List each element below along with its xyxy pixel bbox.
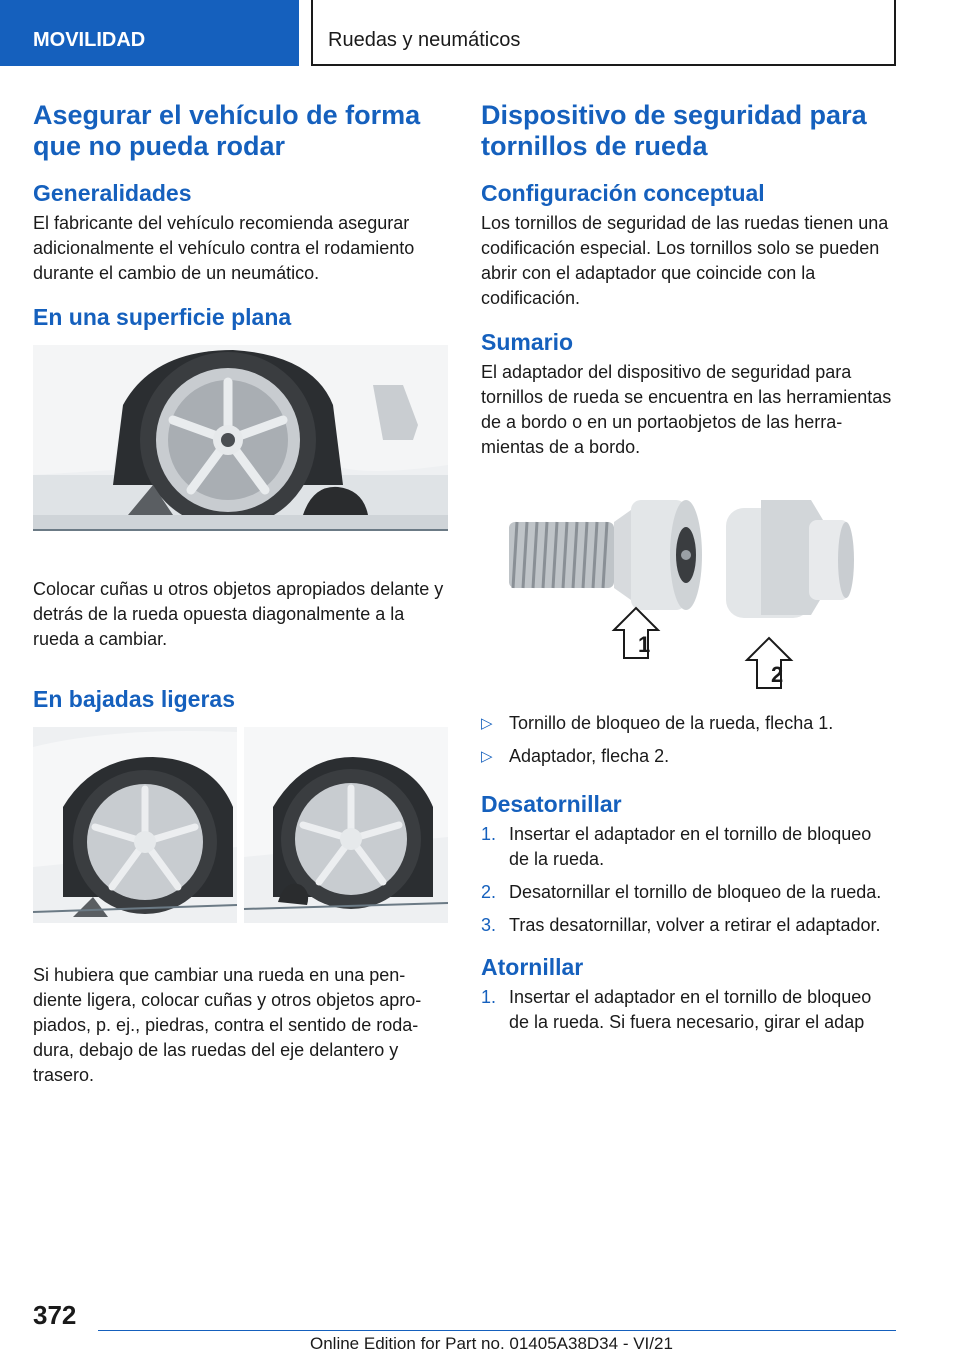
list-item: 1. Insertar el adaptador en el tornillo de bloqueo de la rueda. bbox=[481, 824, 872, 869]
list-item: 3. Tras desatornillar, volver a retirar el adaptador. bbox=[481, 915, 881, 935]
atornillar-heading: Atornillar bbox=[481, 954, 584, 980]
generalidades-heading: Generalidades bbox=[33, 180, 192, 206]
sumario-text: El adaptador del dispositivo de seguridad para tornillos de rueda se encuentra en las herramientas de a bordo o en un portaobjetos de las herramientas de a bordo. bbox=[481, 362, 892, 457]
slope-pane-left bbox=[33, 727, 237, 923]
chapter-title: Ruedas y neumáticos bbox=[311, 0, 896, 66]
right-column bbox=[481, 100, 896, 1051]
bajadas-text: Si hubiera que cambiar una rueda en una pendiente ligera, colocar cuñas y otros objetos apropiados, p. ej., piedras, contra el sentido de rodadura, debajo de las ruedas del eje delantero y trasero. bbox=[33, 965, 422, 1085]
flat-surface-image bbox=[33, 345, 448, 531]
footer-edition: Online Edition for Part no. 01405A38D34 - VI/21 bbox=[310, 1334, 673, 1353]
lock-bolt-figure bbox=[481, 480, 896, 695]
footer-divider bbox=[98, 1330, 896, 1331]
slope-pane-right bbox=[244, 727, 448, 923]
figure-legend-list bbox=[481, 711, 896, 769]
arrow-1-label: 1 bbox=[638, 632, 651, 657]
config-heading: Configuración conceptual bbox=[481, 180, 765, 206]
arrow-2-label: 2 bbox=[771, 662, 784, 687]
bolt-adapter-illustration bbox=[481, 480, 896, 695]
list-item: 2. Desatornillar el tornillo de bloqueo de la rueda. bbox=[481, 882, 882, 902]
car-wheel-flat-illustration bbox=[33, 345, 448, 531]
car-wheel-slope-illustration bbox=[33, 727, 448, 923]
plana-text: Colocar cuñas u otros objetos apropiados delante y detrás de la rueda opuesta diagonalmente a la rueda a cambiar. bbox=[33, 579, 444, 649]
left-column bbox=[33, 100, 448, 1106]
generalidades-text: El fabricante del vehículo recomienda asegurar adicionalmente el vehículo contra el rodamiento durante el cambio de un neumático. bbox=[33, 213, 415, 283]
bajadas-heading: En bajadas ligeras bbox=[33, 686, 235, 712]
sumario-heading: Sumario bbox=[481, 329, 574, 355]
desatornillar-steps bbox=[481, 822, 896, 938]
slope-images bbox=[33, 727, 448, 923]
atornillar-steps bbox=[481, 985, 896, 1035]
right-title: Dispositivo de seguridad para tornillos de rueda bbox=[481, 100, 867, 161]
left-title: Asegurar el vehículo de forma que no pueda rodar bbox=[33, 100, 421, 161]
triangle-bullet-icon: ▷ bbox=[481, 715, 493, 732]
desatornillar-heading: Desatornillar bbox=[481, 791, 622, 817]
section-tab: MOVILIDAD bbox=[0, 0, 299, 66]
list-item: ▷ Tornillo de bloqueo de la rueda, flecha 1. bbox=[481, 711, 896, 736]
image-baseline bbox=[33, 529, 448, 531]
list-item: ▷ Adaptador, flecha 2. bbox=[481, 744, 896, 769]
triangle-bullet-icon: ▷ bbox=[481, 748, 493, 765]
plana-heading: En una superficie plana bbox=[33, 304, 292, 330]
list-item: 1. Insertar el adaptador en el tornillo de bloqueo de la rueda. Si fuera necesario, girar el adap bbox=[481, 987, 872, 1032]
page-number: 372 bbox=[33, 1300, 77, 1330]
config-text: Los tornillos de seguridad de las ruedas tienen una codificación especial. Los tornillos solo se pueden abrir con el adaptador que coincide con la codificación. bbox=[481, 213, 889, 308]
